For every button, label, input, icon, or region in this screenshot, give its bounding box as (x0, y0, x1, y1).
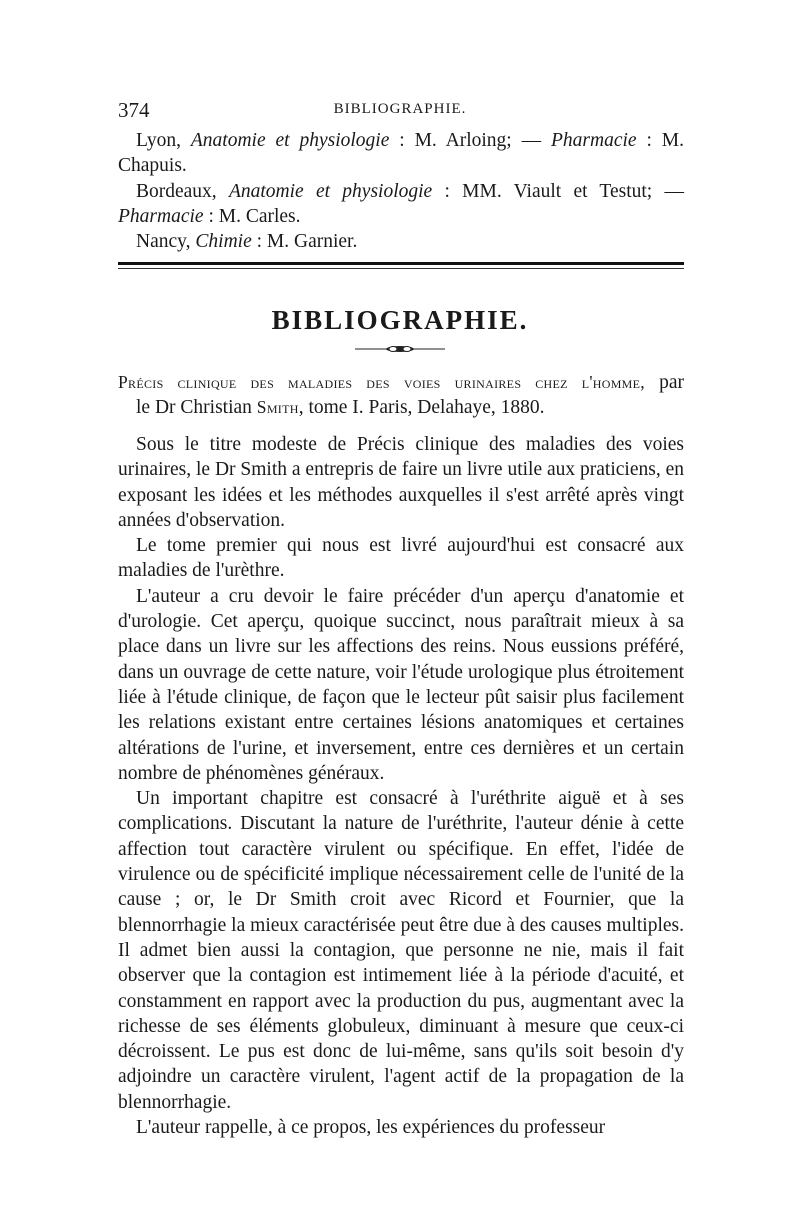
section-title: BIBLIOGRAPHIE. (271, 305, 529, 335)
paragraph: Un important chapitre est consacré à l'uréthrite aiguë et à ses complications. Discutant la nature de l'uréthrite, l'auteur dénie à cette affection tout caractère virulent ou spécifique. En effet, l'idée de virulence ou de spécificité implique nécessairement celle de l'unité de la cause ; or, le Dr Smith croit avec Ricord et Fournier, que la blennorrhagie la mieux caractérisée peut être due à des causes multiples. Il admet bien aussi la contagion, que personne ne nie, mais il fait observer que la contagion est intimement liée à la période d'acuité, et constamment en rapport avec la production du pus, augmentant avec la richesse de ses éléments globuleux, diminuant à mesure que ceux-ci décroissent. Le pus est donc de lui-même, sans qu'ils soit besoin d'y adjoindre un caractère virulent, l'agent actif de la propagation de la blennorrhagie. (118, 788, 684, 1113)
running-head: BIBLIOGRAPHIE. (333, 101, 467, 117)
review-text (118, 432, 684, 1140)
book-citation (118, 370, 684, 420)
page-header (118, 98, 682, 124)
lyon-entry: Lyon, Anatomie et physiologie : M. Arloing; — Pharmacie : M. Chapuis. (118, 130, 684, 177)
page-number: 374 (118, 98, 150, 122)
paragraph: Le tome premier qui nous est livré aujourd'hui est consacré aux maladies de l'urèthre. (118, 535, 684, 582)
paragraph: Sous le titre modeste de Précis clinique des maladies des voies urinaires, le Dr Smith a entrepris de faire un livre utile aux praticiens, en exposant les idées et les méthodes auxquelles il s'est arrêté après vingt années d'observation. (118, 434, 684, 531)
faculty-list (118, 128, 684, 254)
bordeaux-entry: Bordeaux, Anatomie et physiologie : MM. Viault et Testut; — Pharmacie : M. Carles. (118, 180, 684, 227)
paragraph: L'auteur a cru devoir le faire précéder d'un aperçu d'anatomie et d'urologie. Cet aperçu, quoique succinct, nous paraîtrait mieux à sa place dans un livre sur les affections des reins. Nous eussions préféré, dans un ouvrage de cette nature, voir l'étude urologique plus étroitement liée à l'étude clinique, de façon que le lecteur pût saisir plus facilement les relations existant entre certaines lésions anatomiques et certaines altérations de l'urine, et inversement, entre ces dernières et un certain nombre de phénomènes généraux. (118, 585, 684, 784)
paragraph: L'auteur rappelle, à ce propos, les expériences du professeur (136, 1117, 606, 1139)
citation-by: par (659, 372, 685, 393)
citation-author: le Dr Christian Smith, tome I. Paris, Delahaye, 1880. (136, 397, 545, 418)
ornament-divider (355, 345, 445, 353)
section-divider-rule (118, 262, 684, 271)
citation-title: Précis clinique des maladies des voies urinaires chez l'homme, (118, 372, 645, 392)
nancy-entry: Nancy, Chimie : M. Garnier. (136, 231, 358, 253)
